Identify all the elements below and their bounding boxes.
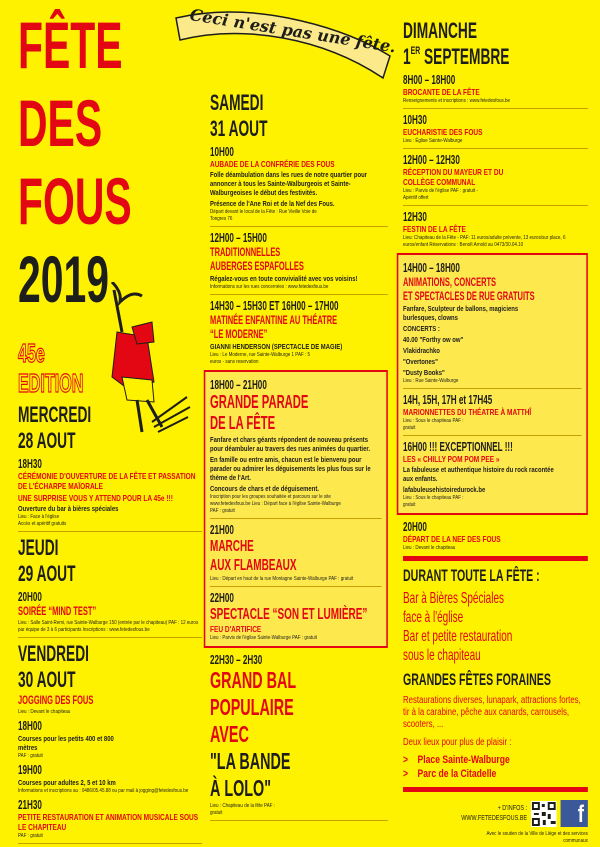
event-title: RÉCEPTION DU MAYEUR ET DU COLLÈGE COMMUNAL (403, 167, 504, 187)
event-title: SOIRÉE “MIND TEST” (18, 604, 97, 618)
event-info: Lieu : Le Moderne, rue Sainte-Walburge 1 PAF : 5 euros - sans reservation (210, 352, 311, 365)
event-title: JOGGING DES FOUS (18, 693, 94, 707)
event-title: PETITE RESTAURATION ET ANIMATION MUSICALE SOUS LE CHAPITEAU (18, 812, 199, 832)
event-info: Lieu: Chapiteau de la Fête - PAF: 11 euros/adulte prévente, 13 euros/sur place, 6 euros/enfant Réservations : Benoît Arnold au 0473/30.04.10 (403, 235, 566, 248)
divider (403, 388, 582, 389)
event-time: 12H00 – 12H30 (403, 152, 460, 167)
concert-item: "Overtones" (403, 357, 438, 366)
event-info: Lieu : Devant le chapiteau (18, 709, 71, 715)
day-name: VENDREDI (18, 641, 89, 666)
day-name: JEUDI (18, 535, 59, 560)
divider (18, 843, 202, 844)
event-title: GRANDE PARADE DE LA FÊTE (210, 392, 309, 433)
thursday-heading (18, 535, 202, 587)
event-info: Départ devant le local de la Fête : Rue Vieille Voie de Tongres 76 (210, 209, 317, 222)
event-title: LES « CHILLY POM POM PEE » (403, 454, 500, 464)
day-date: 31 AOUT (210, 116, 268, 141)
divider (403, 108, 588, 109)
title-line: DES (18, 86, 103, 160)
red-divider (403, 787, 588, 792)
divider (210, 586, 382, 587)
event-time: 10H30 (403, 112, 427, 127)
event-info: Informations sur les rues concernées : www.fetedesfous.be (210, 284, 329, 290)
day-date: 28 AOUT (18, 428, 76, 453)
facebook-icon[interactable]: f (561, 800, 588, 827)
event-note: UNE SURPRISE VOUS Y ATTEND POUR LA 45e !!! (18, 493, 173, 503)
middle-column (210, 90, 388, 824)
event-time: 16H00 !!! EXCEPTIONNEL !!! (403, 439, 513, 454)
footer-row (403, 800, 588, 827)
wednesday-heading (18, 402, 202, 454)
event-info: Informations et inscriptions au : 0486/05.45.88 ou par mail à jogging@fetedesfous.be (18, 788, 189, 794)
sunday-heading (403, 18, 588, 70)
divider (18, 637, 202, 638)
event-info: Inscription pour les groupes souhaitée et parcours sur le site www.fetedesfous.be Lieu : Départ face à l'église Sainte-Walburge PAF : gratuit (210, 494, 341, 514)
saturday-heading (210, 90, 388, 142)
event-desc: Fanfare et chars géants répondent de nouveau présents pour déambuler au travers des rues animées du quartier. (210, 435, 370, 453)
concert-item: "Dusty Books" (403, 368, 445, 377)
event-link[interactable]: lafabuleusehistoiredurock.be (403, 485, 486, 494)
edition-number: 45e (18, 338, 45, 368)
fairs-heading: GRANDES FÊTES FORAINES (403, 670, 551, 689)
highlight-box-saturday (204, 370, 388, 648)
event-time: 20H00 (18, 589, 42, 604)
divider (403, 148, 588, 149)
event-title: ANIMATIONS, CONCERTS ET SPECTACLES DE RUE GRATUITS (403, 275, 535, 303)
website-link[interactable]: WWW.FETEDESFOUS.BE (461, 814, 528, 822)
event-title: AUBADE DE LA CONFRÉRIE DES FOUS (210, 159, 335, 169)
more-info: + D'INFOS : WWW.FETEDESFOUS.BE (461, 804, 528, 822)
day-date: 29 AOUT (18, 561, 76, 586)
event-time: 19H00 (18, 762, 42, 777)
event-info: Lieu : Sous le chapiteau PAF : gratuit (403, 495, 464, 508)
day-date: 1ER SEPTEMBRE (403, 44, 510, 69)
event-time: 18H30 (18, 456, 42, 471)
place-item: > Place Sainte-Walburge (403, 754, 510, 766)
event-subtitle: GIANNI HENDERSON (SPECTACLE DE MAGIE) (210, 342, 343, 351)
day-date: 30 AOUT (18, 667, 76, 692)
event-info: Lieu : Parvis de l'église Sainte-Walburge PAF : gratuit (210, 635, 317, 641)
event-desc: Ouverture du bar à bières spéciales (18, 504, 119, 513)
event-info: Lieu : Départ en haut de la rue Montagne Sainte-Walburge PAF : gratuit (210, 576, 354, 582)
event-time: 21H00 (210, 522, 234, 537)
divider (210, 294, 388, 295)
title-line: FOUS (18, 164, 132, 238)
event-time: 14H, 15H, 17H et 17H45 (403, 392, 493, 407)
concert-item: Vlakidrachko (403, 346, 440, 355)
event-info: Lieu : Chapiteau de la fête PAF : gratuit (210, 803, 276, 816)
event-desc: Régalez-vous en toute convivialité avec vos voisins! (210, 274, 358, 283)
event-desc: Concours de chars et de déguisement. (210, 484, 319, 493)
event-desc: Courses pour les petits 400 et 800 mètres (18, 734, 114, 752)
banner-text: Ceci n'est pas une fête. (188, 5, 398, 57)
event-info: Lieu : Sous le chapiteau PAF : gratuit (403, 418, 464, 431)
red-divider (403, 556, 588, 561)
edition-label: EDITION (18, 368, 84, 398)
event-title: FESTIN DE LA FÊTE (403, 224, 466, 234)
friday-heading (18, 641, 202, 693)
event-band: "LA BANDE À LOLO" (210, 748, 291, 801)
event-time: 12H00 – 15H00 (210, 230, 267, 245)
event-info: Lieu : Église Sainte-Walburge (403, 138, 463, 144)
event-info: Lieu : Rue Sainte-Walburge (403, 378, 459, 384)
event-title: TRADITIONNELLES AUBERGES ESPAFOLLES (210, 245, 304, 273)
places-label: Deux lieux pour plus de plaisir : (403, 737, 512, 748)
event-info: PAF : gratuit (18, 753, 43, 759)
support-text: Avec le soutien de la Ville de Liège et des services communaux (486, 831, 588, 844)
divider (403, 435, 582, 436)
event-title: GRAND BAL POPULAIRE AVEC (210, 667, 297, 747)
all-fest-heading: DURANT TOUTE LA FÊTE : (403, 566, 540, 585)
concert-item: 40.00 "Forthy ow ow" (403, 335, 464, 344)
event-subtitle: FEU D'ARTIFICE (210, 624, 262, 634)
event-time: 18H00 (18, 718, 42, 733)
fairs-desc: Restaurations diverses, lunapark, attractions fortes, tir à la carabine, pêche aux canards, carrousels, scooters, ... (403, 695, 581, 730)
place-item: > Parc de la Citadelle (403, 768, 497, 780)
divider (210, 820, 388, 821)
concert-label: CONCERTS : (403, 324, 440, 333)
divider (210, 226, 388, 227)
event-time: 12H30 (403, 209, 427, 224)
event-time: 22H30 – 2H30 (210, 652, 263, 667)
divider (18, 531, 202, 532)
event-title: BROCANTE DE LA FÊTE (403, 87, 480, 97)
event-time: 10H00 (210, 144, 234, 159)
day-name: SAMEDI (210, 90, 264, 115)
event-info: Lieu : Face à l'église Accès et apéritif gratuits (18, 514, 67, 527)
event-desc: La fabuleuse et authentique histoire du rock racontée aux enfants. (403, 465, 554, 483)
title-line: FÊTE (18, 8, 123, 82)
day-name: DIMANCHE (403, 18, 477, 43)
event-info: Lieu : Parvis de l'église PAF : gratuit - Apéritif offert (403, 188, 478, 201)
event-title: MARCHE AUX FLAMBEAUX (210, 538, 297, 574)
event-time: 14H00 – 18H00 (403, 260, 460, 275)
all-fest-list: Bar à Bières Spéciales face à l'église Bar et petite restauration sous le chapiteau (403, 590, 513, 664)
event-time: 14H30 – 15H30 ET 16H00 – 17H00 (210, 298, 339, 313)
event-title: MATINÉE ENFANTINE AU THÉATRE “LE MODERNE” (210, 313, 338, 341)
event-title: CÉRÉMONIE D'OUVERTURE DE LA FÊTE ET PASSATION DE L'ÉCHARPE MAÏORALE (18, 471, 196, 491)
event-desc: En famille ou entre amis, chacun est le bienvenu pour parader ou admirer les déguisements les plus fous sur le thème de l'Art. (210, 455, 371, 482)
highlight-box-sunday (397, 253, 588, 515)
event-time: 8H00 – 18H00 (403, 72, 456, 87)
title-year: 2019 (18, 242, 110, 316)
day-name: MERCREDI (18, 402, 92, 427)
left-column (18, 402, 202, 847)
divider (210, 518, 382, 519)
event-time: 22H00 (210, 590, 234, 605)
event-desc: Fanfare, Sculpteur de ballons, magiciens burlesques, clowns (403, 304, 519, 322)
event-info: Renseignements et inscriptions : www.fetedesfous.be (403, 98, 511, 104)
event-desc: Courses pour adultes 2, 5 et 10 km (18, 778, 116, 787)
right-column (403, 18, 588, 845)
event-title: EUCHARISTIE DES FOUS (403, 127, 483, 137)
event-desc: Folle déambulation dans les rues de notre quartier pour annoncer à tous les Sainte-Walburgeois et Sainte-Walburgeoises le début des festivités. (210, 170, 367, 197)
event-time: 21H30 (18, 797, 42, 812)
qr-code-icon[interactable] (531, 801, 557, 827)
event-title: SPECTACLE “SON ET LUMIÈRE” (210, 606, 368, 623)
divider (403, 205, 588, 206)
event-info: PAF : gratuit (18, 833, 43, 839)
event-desc: Présence de l'Ane Roi et de la Nef des Fous. (210, 199, 335, 208)
event-info: Lieu : Devant le chapiteau (403, 545, 456, 551)
event-info: Lieu : Salle Saint-Remi, rue Sainte-Walburge 150 (entrée par le chapiteau) PAF : 12 euros par équipe de 3 à 6 participants Inscriptions : www.fetedesfous.be (18, 620, 199, 633)
event-time: 20H00 (403, 519, 427, 534)
event-title: MARIONNETTES DU THÉATRE À MATTHÎ (403, 407, 532, 417)
banner-ribbon (168, 4, 398, 86)
event-title: DÉPART DE LA NEF DES FOUS (403, 534, 501, 544)
event-time: 18H00 – 21H00 (210, 377, 267, 392)
